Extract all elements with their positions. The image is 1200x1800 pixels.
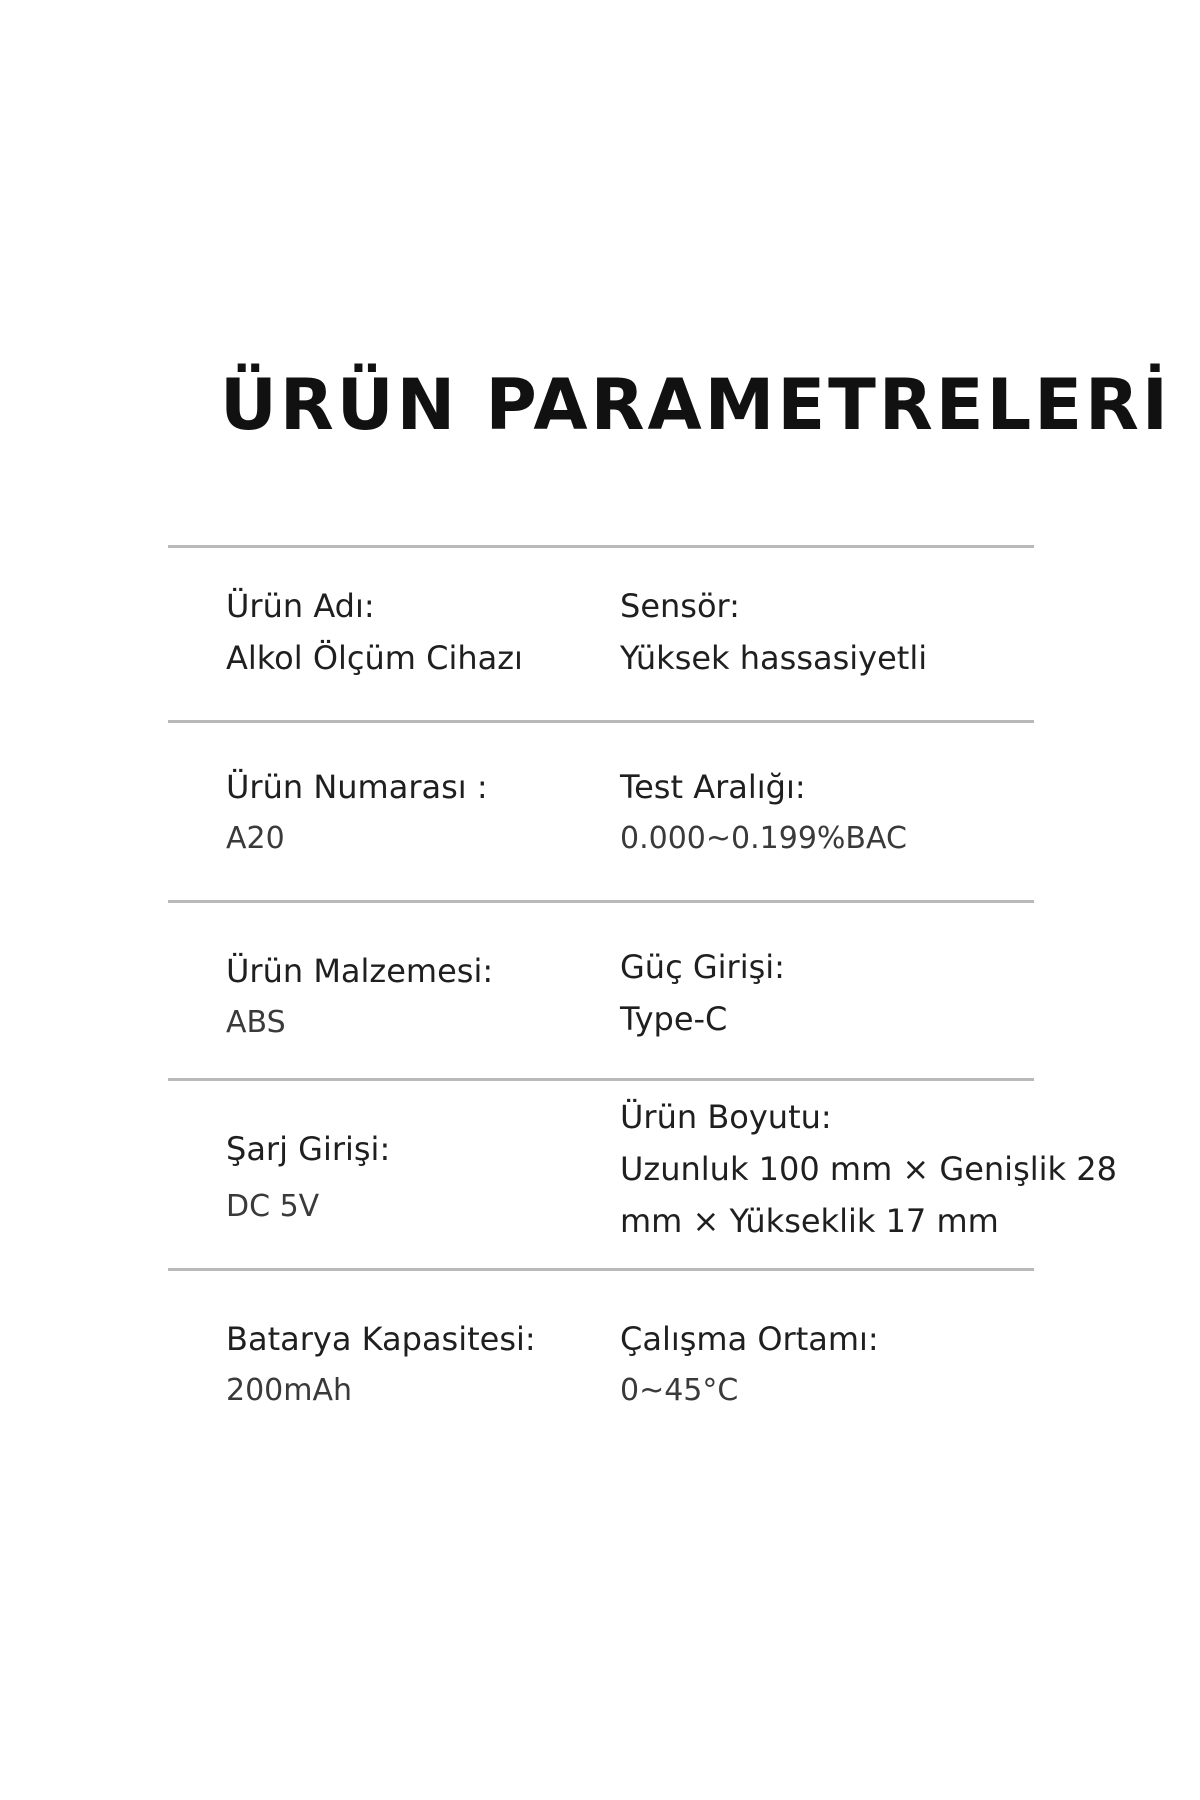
param-label: Çalışma Ortamı: <box>620 1320 879 1358</box>
param-label: Batarya Kapasitesi: <box>226 1320 536 1358</box>
param-label: Ürün Numarası : <box>226 768 488 806</box>
table-row <box>168 1271 1034 1441</box>
param-value: Yüksek hassasiyetli <box>620 639 928 677</box>
table-row <box>168 723 1034 900</box>
page-title: ÜRÜN PARAMETRELERİ <box>220 364 1171 446</box>
param-cell <box>620 941 1140 1045</box>
param-label: Güç Girişi: <box>620 948 785 986</box>
param-label: Test Aralığı: <box>620 768 806 806</box>
param-value: Alkol Ölçüm Cihazı <box>226 639 523 677</box>
param-cell <box>620 580 1140 684</box>
param-label: Ürün Malzemesi: <box>226 952 494 990</box>
param-label: Şarj Girişi: <box>226 1130 391 1168</box>
parameters-table <box>168 545 1117 1441</box>
param-cell <box>226 580 586 684</box>
param-value: 200mAh <box>226 1373 353 1408</box>
param-cell <box>226 1313 586 1417</box>
param-value: ABS <box>226 1005 286 1040</box>
param-cell <box>226 1123 586 1233</box>
table-row <box>168 1081 1117 1268</box>
param-cell <box>226 945 586 1049</box>
param-label: Ürün Adı: <box>226 587 375 625</box>
param-value: Type-C <box>620 1000 728 1038</box>
param-label: Sensör: <box>620 587 740 625</box>
param-value: Uzunluk 100 mm × Genişlik 28 mm × Yükseklik 17 mm <box>620 1150 1117 1240</box>
param-cell <box>226 761 586 865</box>
param-label: Ürün Boyutu: <box>620 1098 832 1136</box>
param-value: DC 5V <box>226 1189 320 1224</box>
table-row <box>168 548 1034 720</box>
table-row <box>168 903 1034 1078</box>
param-cell <box>620 761 1140 865</box>
param-value: A20 <box>226 821 285 856</box>
param-value: 0.000~0.199%BAC <box>620 821 907 856</box>
param-cell <box>620 1313 1140 1417</box>
param-value: 0~45°C <box>620 1373 739 1408</box>
param-cell <box>620 1091 1140 1247</box>
